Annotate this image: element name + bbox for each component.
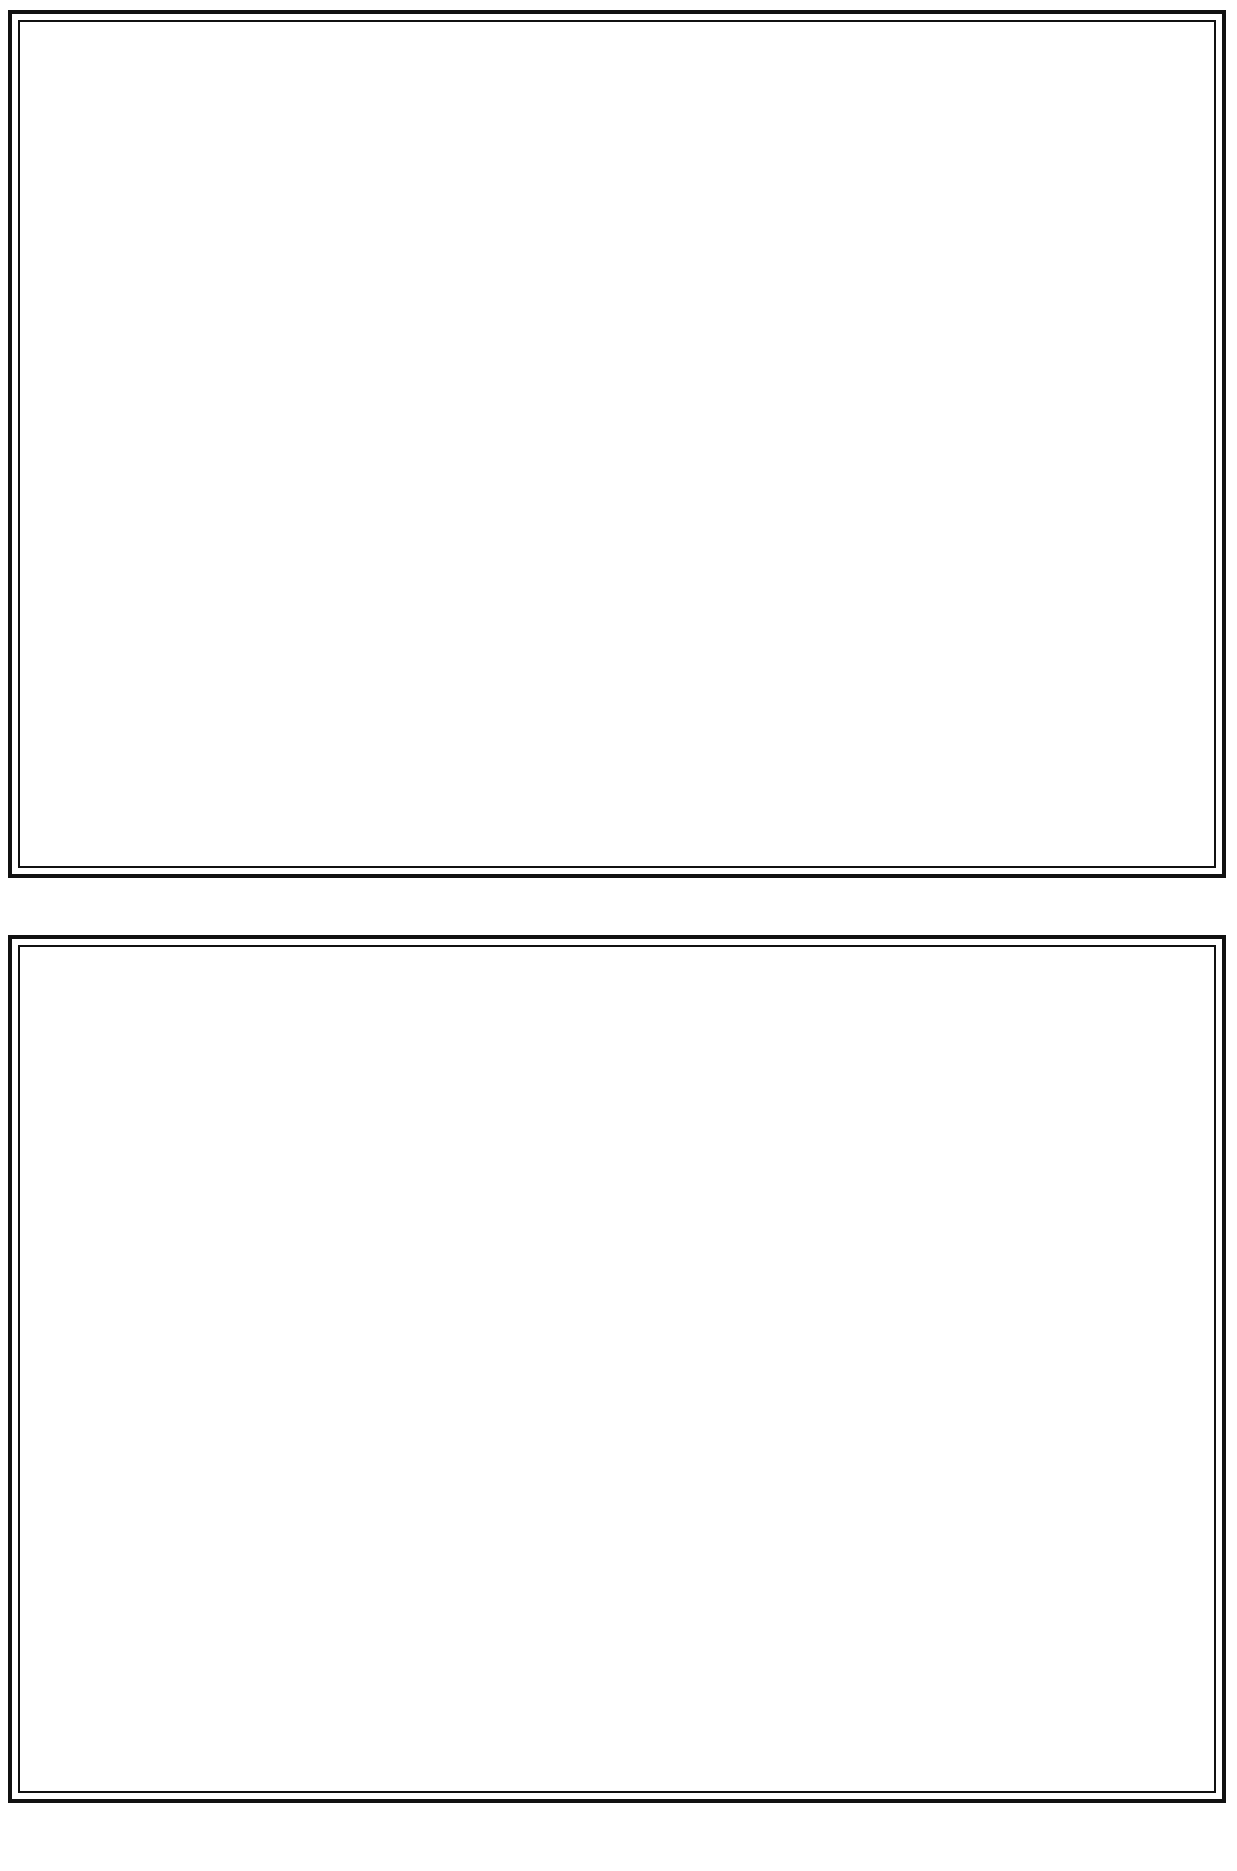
top-page [8, 10, 1226, 878]
bottom-page [8, 935, 1226, 1803]
top-columns [28, 30, 1206, 858]
bottom-columns [28, 955, 1206, 1783]
